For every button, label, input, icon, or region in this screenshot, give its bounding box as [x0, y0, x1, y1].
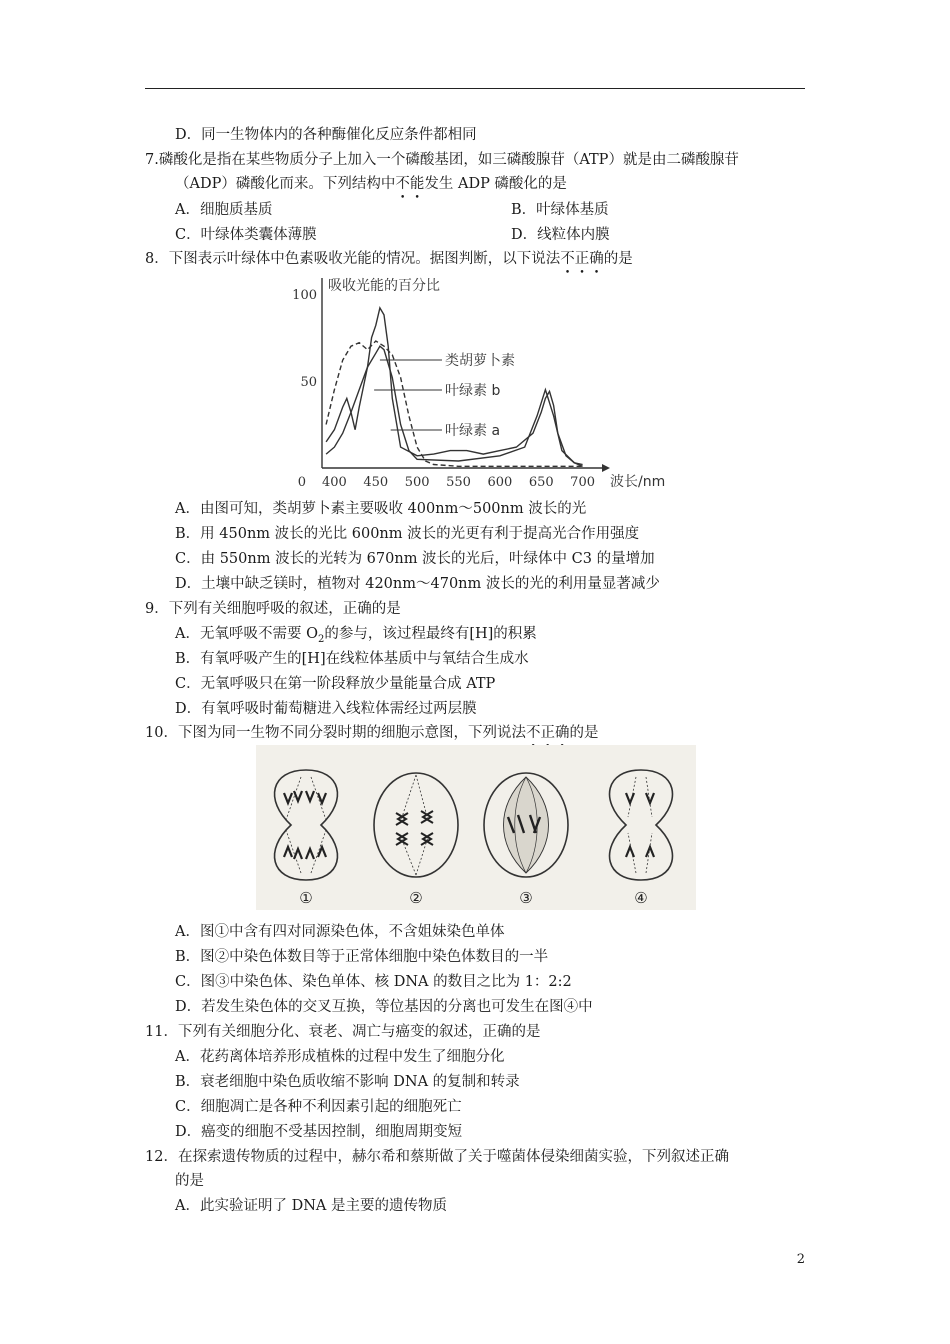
q7-option-d: D．线粒体内膜 — [511, 227, 610, 243]
q8-stem: 8．下图表示叶绿体中色素吸收光能的情况。据图判断，以下说法不正确的是 — [145, 251, 633, 267]
cell-3-label: ③ — [519, 889, 533, 907]
cell-2-label: ② — [409, 889, 423, 907]
y-tick-label: 0 — [297, 475, 306, 490]
q7-option-c: C．叶绿体类囊体薄膜 — [175, 227, 317, 243]
q8-option-a: A．由图可知，类胡萝卜素主要吸收 400nm～500nm 波长的光 — [175, 501, 587, 517]
q11-option-b: B．衰老细胞中染色质收缩不影响 DNA 的复制和转录 — [175, 1074, 520, 1090]
q8-option-c: C．由 550nm 波长的光转为 670nm 波长的光后，叶绿体中 C3 的量增加 — [175, 551, 655, 567]
q12-stem-cont: 的是 — [175, 1173, 204, 1189]
q7-option-b: B．叶绿体基质 — [511, 202, 609, 218]
y-tick-label: 100 — [292, 288, 317, 303]
cell-division-figure — [256, 745, 696, 910]
q7-stem: 7.磷酸化是指在某些物质分子上加入一个磷酸基团，如三磷酸腺苷（ATP）就是由二磷酸腺苷 — [145, 152, 739, 168]
legend-label-3: 叶绿素 a — [445, 423, 501, 439]
q11-option-d: D．癌变的细胞不受基因控制，细胞周期变短 — [175, 1124, 463, 1140]
header-rule — [145, 88, 805, 89]
q11-stem: 11．下列有关细胞分化、衰老、凋亡与癌变的叙述，正确的是 — [145, 1024, 541, 1040]
legend-label-1: 类胡萝卜素 — [445, 353, 515, 369]
q9-option-b: B．有氧呼吸产生的[H]在线粒体基质中与氧结合生成水 — [175, 651, 529, 667]
x-tick-label: 600 — [487, 475, 513, 490]
x-tick-label: 450 — [363, 475, 389, 490]
q10-option-b: B．图②中染色体数目等于正常体细胞中染色体数目的一半 — [175, 949, 549, 965]
q8-option-d: D．土壤中缺乏镁时，植物对 420nm～470nm 波长的光的利用量显著减少 — [175, 576, 660, 592]
q9-stem: 9．下列有关细胞呼吸的叙述，正确的是 — [145, 601, 401, 617]
q10-option-c: C．图③中染色体、染色单体、核 DNA 的数目之比为 1：2:2 — [175, 974, 572, 990]
q9-option-a: A．无氧呼吸不需要 $O_2$的参与，该过程最终有[H]的积累 — [175, 626, 537, 645]
q11-option-a: A．花药离体培养形成植株的过程中发生了细胞分化 — [175, 1049, 505, 1065]
q9-option-d: D．有氧呼吸时葡萄糖进入线粒体需经过两层膜 — [175, 701, 477, 717]
absorption-spectrum-chart — [290, 272, 670, 494]
x-tick-label: 550 — [446, 475, 471, 490]
x-tick-label: 700 — [570, 475, 596, 490]
page-number: 2 — [796, 1252, 805, 1267]
x-tick-label: 500 — [404, 475, 430, 490]
q10-stem: 10．下图为同一生物不同分裂时期的细胞示意图，下列说法不正确的是 — [145, 725, 599, 741]
q10-option-d: D．若发生染色体的交叉互换，等位基因的分离也可发生在图④中 — [175, 999, 593, 1015]
y-tick-label: 50 — [300, 375, 317, 390]
q10-option-a: A．图①中含有四对同源染色体，不含姐妹染色单体 — [175, 924, 505, 940]
q11-option-c: C．细胞凋亡是各种不利因素引起的细胞死亡 — [175, 1099, 462, 1115]
q8-option-b: B．用 450nm 波长的光比 600nm 波长的光更有利于提高光合作用强度 — [175, 526, 640, 542]
legend-label-2: 叶绿素 b — [445, 383, 501, 399]
cell-1-label: ① — [299, 889, 313, 907]
chart-ylabel: 吸收光能的百分比 — [328, 278, 440, 294]
q9-option-c: C．无氧呼吸只在第一阶段释放少量能量合成 ATP — [175, 676, 496, 692]
chart-xlabel: 波长/nm — [610, 474, 666, 490]
x-tick-label: 400 — [321, 475, 347, 490]
q12-option-a: A．此实验证明了 DNA 是主要的遗传物质 — [175, 1198, 447, 1214]
cell-4-label: ④ — [634, 889, 648, 907]
x-axis-arrow — [602, 464, 610, 472]
q6-option-d: D．同一生物体内的各种酶催化反应条件都相同 — [175, 127, 477, 143]
q7-stem-cont: （ADP）磷酸化而来。下列结构中不能发生 ADP 磷酸化的是 — [175, 176, 567, 192]
q7-option-a: A．细胞质基质 — [175, 202, 273, 218]
q12-stem: 12．在探索遗传物质的过程中，赫尔希和蔡斯做了关于噬菌体侵染细菌实验，下列叙述正确 — [145, 1149, 729, 1165]
x-tick-label: 650 — [528, 475, 554, 490]
